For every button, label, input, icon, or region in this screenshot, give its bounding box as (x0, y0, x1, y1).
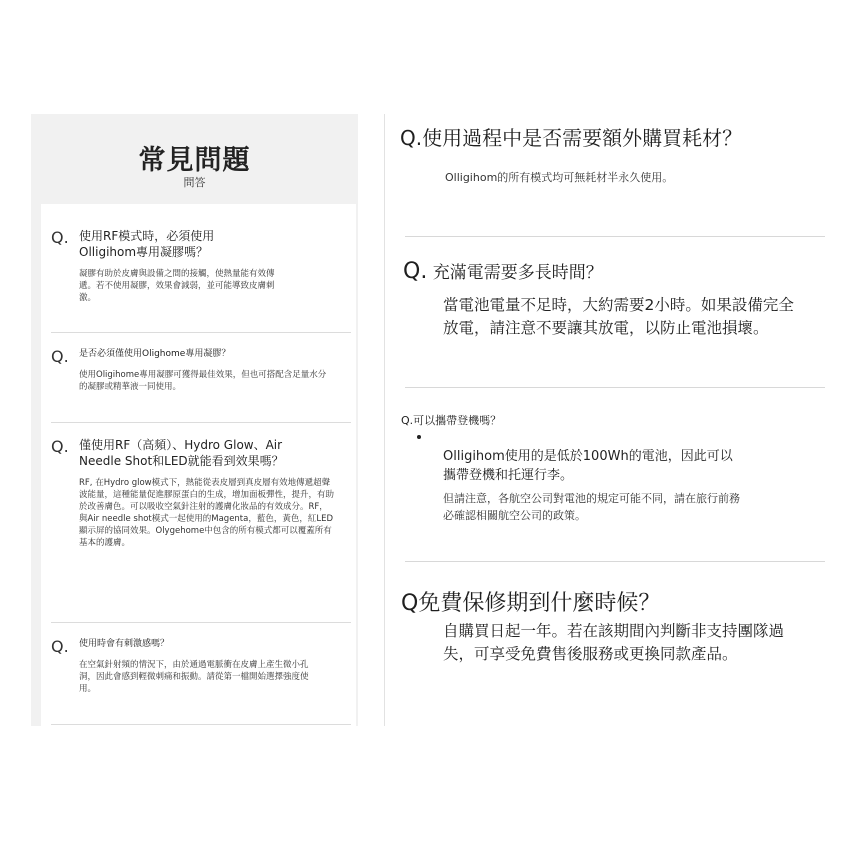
faq-answer: 使用Oligihome專用凝膠可獲得最佳效果，但也可搭配含足量水分的凝膠或精華液一同使用。 (79, 370, 327, 392)
faq-question: 使用RF模式時，必須使用Olligihom專用凝膠嗎？ (79, 229, 215, 259)
faq-question: 僅使用RF（高頻）、Hydro Glow、Air Needle Shot和LED就能看到效果嗎？ (79, 438, 284, 468)
faq-answer: 自購買日起一年。若在該期間內判斷非支持團隊過失，可享受免費售後服務或更換同款產品。 (443, 622, 785, 663)
faq-answer: Olligihom的所有模式均可無耗材半永久使用。 (445, 171, 674, 184)
faq-question-row (403, 258, 603, 284)
question-mark-label: Q. (51, 437, 69, 456)
faq-question: Q免費保修期到什麼時候？ (401, 591, 661, 616)
faq-right-panel (385, 114, 845, 726)
faq-answer: Olligihom使用的是低於100Wh的電池，因此可以攜帶登機和托運行李。 (443, 449, 733, 483)
faq-answer: 凝膠有助於皮膚與設備之間的接觸，使熱量能有效傳遞。若不使用凝膠，效果會減弱，並可能導致皮膚刺激。 (79, 269, 275, 303)
question-mark-label: Q. (51, 228, 69, 247)
question-mark-label: Q. (51, 637, 69, 656)
divider (405, 561, 825, 562)
faq-item (51, 637, 341, 695)
faq-answer: 當電池電量不足時，大約需要2小時。如果設備完全放電，請注意不要讓其放電，以防止電池損壞。 (443, 296, 794, 337)
faq-card (41, 204, 356, 726)
faq-answer: RF, 在Hydro glow模式下，熱能從表皮層到真皮層有效地傳遞超聲波能量，這種能量促進膠原蛋白的生成，增加面板彈性，提升，有助於改善膚色。可以吸收空氣針注射的護膚化妝品的有效成分。RF，與Air needle shot模式一起使用的Magenta，藍色，黃色，紅LED顯示屏的協同效果。Olygehome中包含的所有模式都可以覆蓋所有基本的護膚。 (79, 478, 335, 548)
faq-answer-note: 但請注意，各航空公司對電池的規定可能不同，請在旅行前務必確認相關航空公司的政策。 (443, 492, 740, 522)
page-subtitle: 問答 (183, 176, 206, 189)
divider (51, 422, 351, 423)
faq-question: 使用時會有刺激感嗎？ (79, 639, 170, 649)
faq-question: Q.可以攜帶登機嗎？ (401, 414, 502, 427)
bullet-dot (417, 435, 421, 439)
page-title: 常見問題 (138, 145, 251, 176)
divider (51, 724, 351, 725)
faq-question: 充滿電需要多長時間？ (432, 263, 603, 283)
faq-item (51, 437, 341, 549)
faq-item (51, 347, 341, 393)
divider (51, 622, 351, 623)
divider (405, 387, 825, 388)
faq-answer: 在空氣針射頻的情況下，由於通過電脈衝在皮膚上產生微小孔洞，因此會感到輕微刺痛和振動。請從第一檔開始選擇強度使用。 (79, 660, 309, 694)
faq-question: 是否必須僅使用Olighome專用凝膠？ (79, 349, 231, 359)
faq-item (51, 228, 341, 304)
faq-question: Q.使用過程中是否需要額外購買耗材？ (400, 126, 743, 150)
divider (405, 236, 825, 237)
question-mark-label: Q. (51, 347, 69, 366)
question-mark-label: Q. (403, 259, 428, 284)
faq-left-panel (31, 114, 358, 726)
divider (51, 332, 351, 333)
